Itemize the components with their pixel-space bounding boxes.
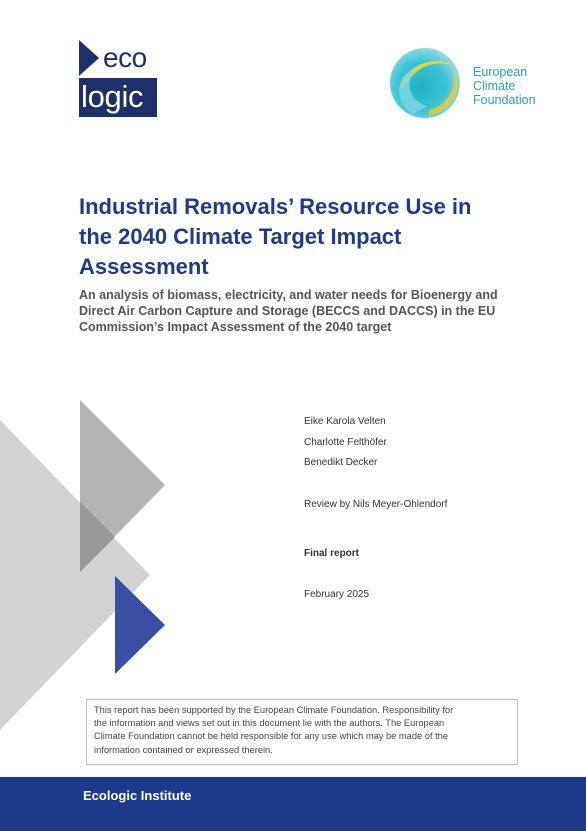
report-title-line3: Assessment — [79, 254, 209, 279]
report-title-line1: Industrial Removals’ Resource Use in — [79, 194, 472, 219]
ecf-logo-line1: European — [473, 65, 528, 79]
report-subtitle-line2: Direct Air Carbon Capture and Storage (BECCS and DACCS) in the EU — [79, 304, 496, 318]
ecf-logo-line2: Climate — [473, 79, 516, 93]
author-1: Eike Karola Velten — [304, 416, 386, 427]
review-credit: Review by Nils Meyer-Ohlendorf — [304, 499, 448, 510]
ecf-logo-text — [473, 65, 536, 107]
report-subtitle — [79, 287, 529, 335]
funding-disclaimer — [86, 699, 518, 765]
report-title — [79, 192, 539, 282]
ecologic-logo-eco: eco — [103, 42, 147, 73]
ecf-logo-line3: Foundation — [473, 93, 536, 107]
ecf-globe-icon — [383, 44, 471, 120]
ecologic-logo-logic: logic — [81, 79, 144, 114]
disclaimer-line3: Climate Foundation cannot be held responsible for any use which may be made of the — [94, 731, 449, 742]
disclaimer-line2: the information and views set out in this document lie with the authors. The European — [94, 718, 445, 729]
decorative-triangle-blue — [115, 576, 165, 674]
decorative-triangles — [0, 395, 170, 745]
report-date: February 2025 — [304, 589, 370, 600]
footer-band — [0, 777, 586, 831]
disclaimer-line1: This report has been supported by the European Climate Foundation. Responsibility for — [94, 705, 454, 715]
report-title-line2: the 2040 Climate Target Impact — [79, 224, 402, 249]
author-2: Charlotte Felthöfer — [304, 437, 387, 448]
report-type: Final report — [304, 548, 360, 559]
report-subtitle-line3: Commission’s Impact Assessment of the 2040 target — [79, 320, 392, 334]
ecologic-logo — [79, 40, 157, 117]
footer-institute-name: Ecologic Institute — [83, 788, 192, 803]
ecologic-logo-box — [79, 78, 157, 117]
ecf-logo — [383, 44, 553, 120]
ecologic-triangle-icon — [79, 40, 101, 76]
report-subtitle-line1: An analysis of biomass, electricity, and water needs for Bioenergy and — [79, 288, 498, 302]
disclaimer-line4: information contained or expressed therein. — [94, 744, 273, 755]
author-3: Benedikt Decker — [304, 457, 378, 468]
